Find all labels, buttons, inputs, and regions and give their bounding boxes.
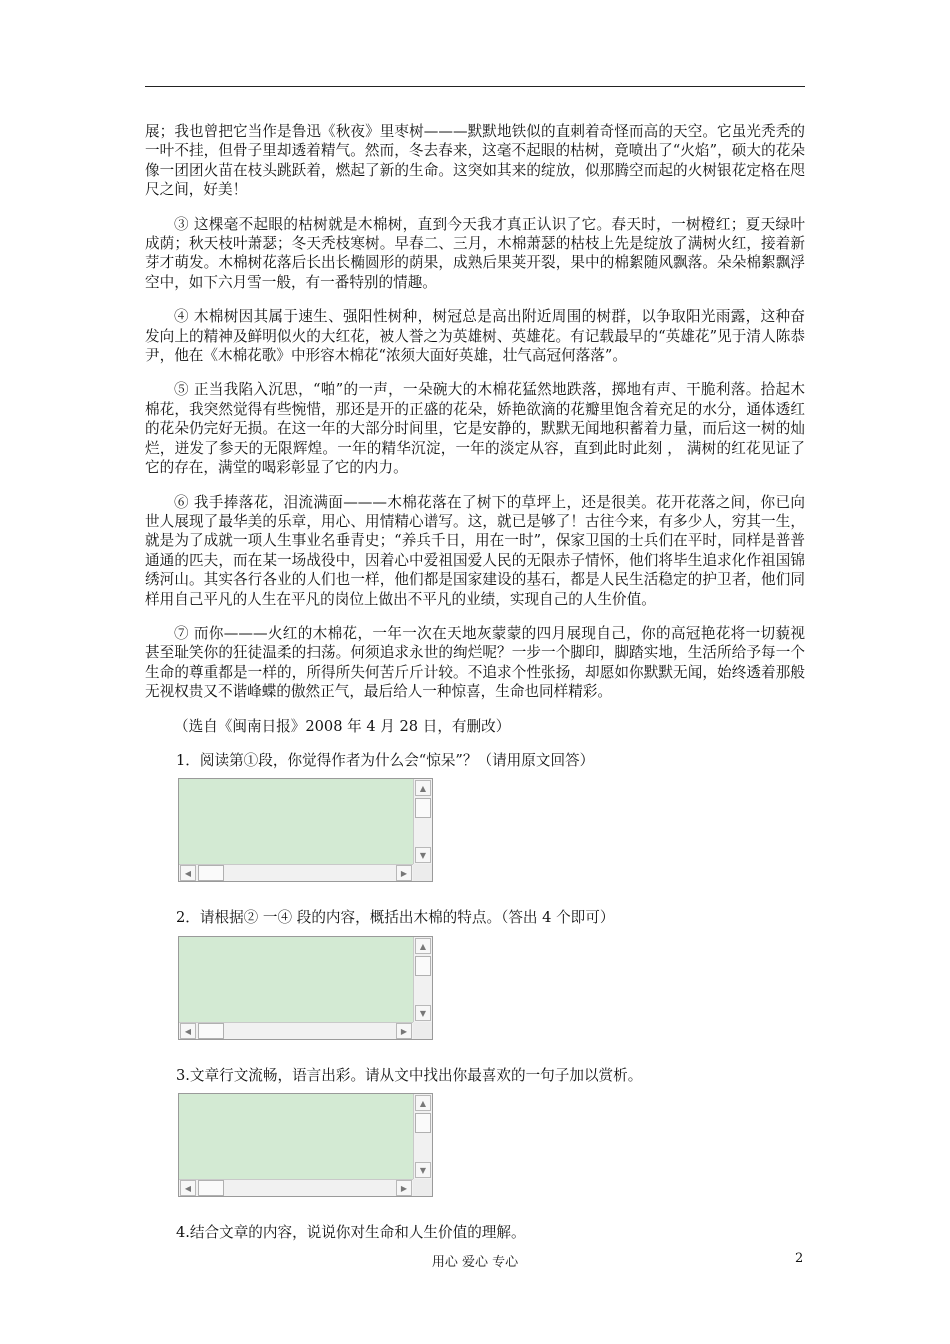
vertical-scrollbar[interactable]	[413, 779, 432, 864]
scroll-left-arrow-icon[interactable]: ◀	[180, 1180, 196, 1196]
horizontal-scroll-thumb[interactable]	[198, 1023, 224, 1039]
source-note: （选自《闽南日报》2008 年 4 月 28 日，有删改）	[174, 717, 511, 735]
paragraph-3: ③ 这棵毫不起眼的枯树就是木棉树，直到今天我才真正认识了它。春天时，一树橙红；夏天绿叶成荫；秋天枝叶萧瑟；冬天秃枝寒树。早春二、三月，木棉萧瑟的枯枝上先是绽放了满树火红，接着新芽才萌发。木棉树花落后长出长椭圆形的荫果，成熟后果荚开裂，果中的棉絮随风飘落。朵朵棉絮飘浮空中，如下六月雪一般，有一番特别的情趣。	[145, 215, 805, 291]
scroll-up-arrow-icon[interactable]: ▲	[415, 938, 431, 954]
vertical-scrollbar[interactable]	[413, 1094, 432, 1179]
question-4: 4.结合文章的内容，说说你对生命和人生价值的理解。	[176, 1224, 526, 1242]
footer-motto: 用心 爱心 专心	[431, 1255, 519, 1270]
scroll-up-arrow-icon[interactable]: ▲	[415, 1095, 431, 1111]
answer-box-3[interactable]	[178, 1093, 433, 1197]
paragraph-1-continued: 展；我也曾把它当作是鲁迅《秋夜》里枣树———默默地铁似的直刺着奇怪而高的天空。它虽光秃秃的一叶不挂，但骨子里却透着精气。然而，冬去春来，这毫不起眼的枯树，竟喷出了“火焰”，硕大的花朵像一团团火苗在枝头跳跃着，燃起了新的生命。这突如其来的绽放，似那腾空而起的火树银花定格在咫尺之间，好美！	[145, 123, 805, 199]
horizontal-scroll-thumb[interactable]	[198, 865, 224, 881]
paragraph-7: ⑦ 而你———火红的木棉花，一年一次在天地灰蒙蒙的四月展现自己，你的高冠艳花将一切藐视甚至耻笑你的狂徒温柔的扫荡。何须追求永世的绚烂呢？一步一个脚印，脚踏实地，生活所给予每一个生命的尊重都是一样的，所得所失何苦斤斤计较。不追求个性张扬，却愿如你默默无闻，始终透着那般无视权贵又不谐峰蝶的傲然正气，最后给人一种惊喜，生命也同样精彩。	[145, 624, 805, 701]
scroll-right-arrow-icon[interactable]: ▶	[396, 865, 412, 881]
vertical-scroll-thumb[interactable]	[415, 1113, 431, 1133]
vertical-scroll-thumb[interactable]	[415, 956, 431, 976]
question-3: 3.文章行文流畅，语言出彩。请从文中找出你最喜欢的一句子加以赏析。	[176, 1066, 643, 1084]
answer-box-1[interactable]	[178, 778, 433, 882]
scroll-down-arrow-icon[interactable]: ▼	[415, 847, 431, 863]
horizontal-scrollbar[interactable]	[179, 1022, 413, 1039]
scrollbar-corner	[413, 1179, 432, 1196]
question-2: 2．请根据② 一④ 段的内容，概括出木棉的特点。（答出 4 个即可）	[176, 909, 615, 927]
scroll-left-arrow-icon[interactable]: ◀	[180, 1023, 196, 1039]
paragraph-6: ⑥ 我手捧落花，泪流满面———木棉花落在了树下的草坪上，还是很美。花开花落之间，你已向世人展现了最华美的乐章，用心、用情精心谱写。这，就已是够了！古往今来，有多少人，穷其一生，就是为了成就一项人生事业名垂青史；“养兵千日，用在一时”，保家卫国的士兵们在平时，同样是普普通通的匹夫，而在某一场战役中，因着心中爱祖国爱人民的无限赤子情怀，他们将毕生追求化作祖国锦绣河山。其实各行各业的人们也一样，他们都是国家建设的基石，都是人民生活稳定的护卫者，他们同样用自己平凡的人生在平凡的岗位上做出不平凡的业绩，实现自己的人生价值。	[145, 493, 805, 608]
page-number: 2	[795, 1251, 804, 1266]
scrollbar-corner	[413, 1022, 432, 1039]
scroll-down-arrow-icon[interactable]: ▼	[415, 1005, 431, 1021]
paragraph-4: ④ 木棉树因其属于速生、强阳性树种，树冠总是高出附近周围的树群，以争取阳光雨露，这种奋发向上的精神及鲜明似火的大红花，被人誉之为英雄树、英雄花。有记载最早的“英雄花”见于清人陈恭尹，他在《木棉花歌》中形容木棉花“浓须大面好英雄，壮气高冠何落落”。	[145, 308, 805, 365]
header-rule	[145, 86, 805, 87]
vertical-scroll-thumb[interactable]	[415, 798, 431, 818]
question-1: 1．阅读第①段，你觉得作者为什么会“惊呆”？（请用原文回答）	[176, 751, 595, 769]
horizontal-scrollbar[interactable]	[179, 864, 413, 881]
vertical-scrollbar[interactable]	[413, 937, 432, 1022]
scroll-left-arrow-icon[interactable]: ◀	[180, 865, 196, 881]
scroll-down-arrow-icon[interactable]: ▼	[415, 1162, 431, 1178]
scroll-right-arrow-icon[interactable]: ▶	[396, 1180, 412, 1196]
page-footer	[0, 1251, 950, 1271]
horizontal-scrollbar[interactable]	[179, 1179, 413, 1196]
document-body	[145, 122, 805, 1251]
scrollbar-corner	[413, 864, 432, 881]
paragraph-5: ⑤ 正当我陷入沉思，“啪”的一声，一朵碗大的木棉花猛然地跌落，掷地有声、干脆利落。拾起木棉花，我突然觉得有些惋惜，那还是开的正盛的花朵，娇艳欲滴的花瓣里饱含着充足的水分，通体透红的花朵仍完好无损。在这一年的大部分时间里，它是安静的，默默无闻地积蓄着力量，而后这一树的灿烂，迸发了参天的无限辉煌。一年的精华沉淀，一年的淡定从容，直到此时此刻 ， 满树的红花见证了它的存在，满堂的喝彩彰显了它的内力。	[145, 381, 805, 477]
scroll-right-arrow-icon[interactable]: ▶	[396, 1023, 412, 1039]
answer-box-2[interactable]	[178, 936, 433, 1040]
horizontal-scroll-thumb[interactable]	[198, 1180, 224, 1196]
scroll-up-arrow-icon[interactable]: ▲	[415, 780, 431, 796]
